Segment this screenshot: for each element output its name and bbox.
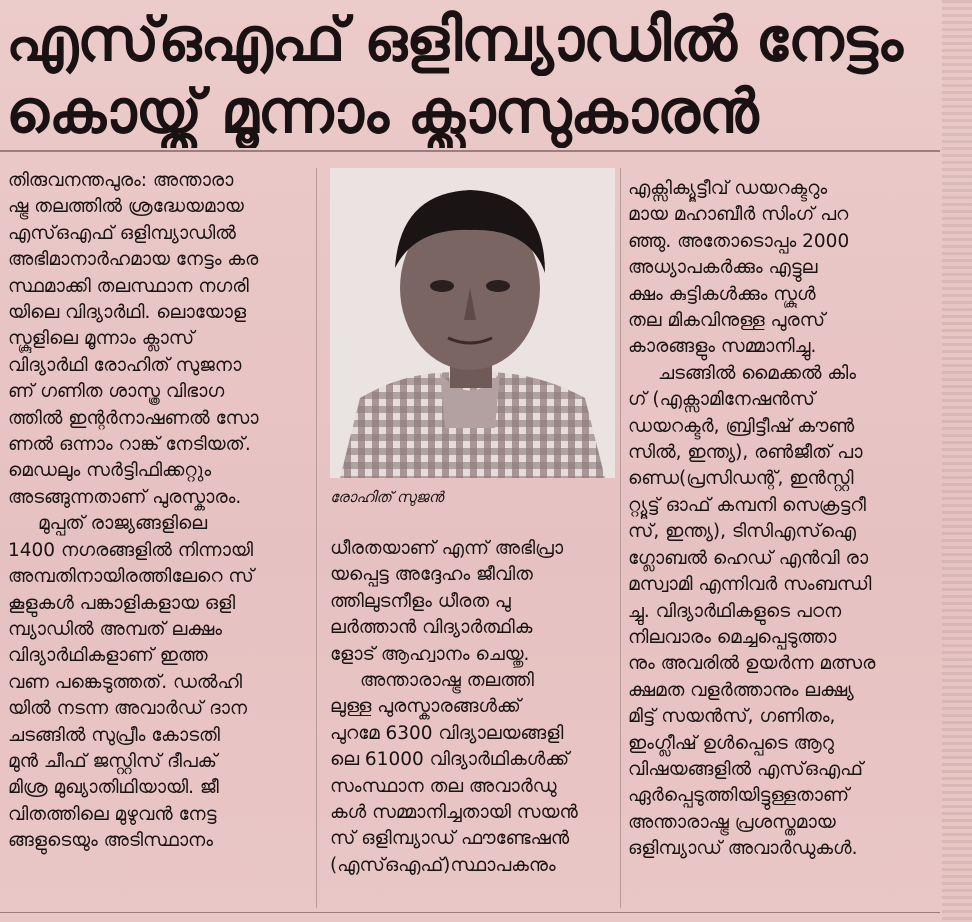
column-divider xyxy=(620,168,621,908)
text-line: എക്സിക്യൂട്ടീവ് ഡയറക്ടറും xyxy=(628,178,828,199)
text-line: എസ്ഒഎഫ് ഒളിമ്പ്യാഡിൽ xyxy=(8,222,236,244)
text-line: കാരങ്ങളും സമ്മാനിച്ചു. xyxy=(628,336,817,358)
text-line: ചടങ്ങിൽ മൈക്കൽ കിം xyxy=(658,362,857,384)
text-line: ഷ്ട്ര തലത്തിൽ ശ്രദ്ധേയമായ xyxy=(8,196,244,218)
text-line: ലുള്ള പുരസ്കാരങ്ങൾക്ക് xyxy=(330,696,521,718)
text-line: ഏർപ്പെടുത്തിയിട്ടുള്ളതാണ് xyxy=(628,785,850,807)
text-line: യിൽ നടന്ന അവാർഡ് ദാന xyxy=(8,698,248,720)
text-line: വിഷയങ്ങളിൽ എസ്ഒഎഫ് xyxy=(628,758,863,780)
text-line: ണൽ ഒന്നാം റാങ്ക് നേടിയത്. xyxy=(8,434,251,456)
text-line: ഒളിമ്പ്യാഡ് അവാർഡുകൾ. xyxy=(628,838,858,860)
article-column-1 xyxy=(8,168,296,855)
text-line: അധ്യാപകർക്കും എട്ടുല xyxy=(628,257,818,279)
text-line: ഗ്ലോബൽ ഹെഡ് എൻവി രാ xyxy=(628,547,869,569)
photo xyxy=(330,168,615,478)
text-line: മിട്ട് സയൻസ്, ഗണിതം, xyxy=(628,706,836,728)
text-line: സ്, ഇന്ത്യ), ടിസിഎസ്ഐ xyxy=(628,521,856,543)
text-line: ലർത്താൻ വിദ്യാർത്ഥിക xyxy=(330,617,533,639)
article-column-3 xyxy=(628,176,938,863)
text-line: ക്ഷം കുട്ടികൾക്കും സ്കൂൾ xyxy=(628,283,816,305)
text-line: ണ് ഗണിത ശാസ്ത്ര വിഭാഗ xyxy=(8,381,225,403)
text-line: തല മികവിനുള്ള പുരസ് xyxy=(628,310,825,332)
text-line: ളോട് ആഹ്വാനം ചെയ്തു. xyxy=(330,643,530,665)
text-line: നും അവരിൽ ഉയർന്ന മത്സര xyxy=(628,653,876,675)
text-line: ണ്ഡെ(പ്രസിഡന്റ്, ഇൻസ്റ്റി xyxy=(628,468,854,490)
headline xyxy=(6,4,936,148)
text-line: റ്റ്യൂട്ട് ഓഫ് കമ്പനി സെക്രട്ടറീ xyxy=(628,494,866,516)
text-line: യപ്പെട്ട അദ്ദേഹം ജീവിത xyxy=(330,564,533,586)
column-divider xyxy=(316,168,317,908)
text-line: ചടങ്ങിൽ സുപ്രീം കോടതി xyxy=(8,724,220,746)
text-line: മിശ്ര മുഖ്യാതിഥിയായി. ജീ xyxy=(8,777,219,799)
text-line: കൂളുകൾ പങ്കാളികളായ ഒളി xyxy=(8,592,236,614)
text-line: വണ പങ്കെടുത്തത്. ഡൽഹി xyxy=(8,671,243,693)
headline-line-2: കൊയ്ത് മൂന്നാം ക്ലാസുകാരൻ xyxy=(6,77,758,147)
text-line: ത്തിലുടനീളം ധീരത പു xyxy=(330,590,511,612)
page-edge xyxy=(942,0,972,922)
text-line: ലെ 61000 വിദ്യാർഥികൾക്ക് xyxy=(330,749,570,771)
text-line: മുൻ ചീഫ് ജസ്റ്റിസ് ദീപക് xyxy=(8,750,217,772)
text-line: വിദ്യാർഥികളാണ് ഇത്ത xyxy=(8,645,208,667)
text-line: ഇംഗ്ലീഷ് ഉൾപ്പെടെ ആറു xyxy=(628,732,834,754)
bottom-divider xyxy=(0,912,940,913)
text-line: ങ്ങളുടെയും അടിസ്ഥാനം xyxy=(8,830,213,852)
text-line: മുപ്പത് രാജ്യങ്ങളിലെ xyxy=(38,513,208,535)
text-line: ഗ് (എക്സാമിനേഷൻസ് xyxy=(628,389,815,411)
text-line: സ് ഒളിമ്പ്യാഡ് ഫൗണ്ടേഷൻ xyxy=(330,828,570,850)
text-line: മായ മഹാബീർ സിംഗ് പറ xyxy=(628,204,849,226)
text-line: അടങ്ങുന്നതാണ് പുരസ്കാരം. xyxy=(8,486,242,508)
text-line: ക്ഷമത വളർത്താനും ലക്ഷ്യ xyxy=(628,679,854,701)
photo-caption: രോഹിത് സുജൻ xyxy=(330,488,444,506)
text-line: സ്കൂളിലെ മൂന്നാം ക്ലാസ് xyxy=(8,328,195,350)
text-line: അഭിമാനാർഹമായ നേട്ടം കര xyxy=(8,249,259,271)
text-line: മെഡലും സർട്ടിഫിക്കറ്റും xyxy=(8,460,212,482)
text-line: ഡയറക്ടർ, ബ്രിട്ടീഷ് കൗൺ xyxy=(628,415,855,437)
text-line: ത്തിൽ ഇന്റർനാഷണൽ സോ xyxy=(8,407,259,429)
text-line: നിലവാരം മെച്ചപ്പെടുത്താ xyxy=(628,626,837,648)
text-line: ച്ചു. വിദ്യാർഥികളുടെ പഠന xyxy=(628,600,842,622)
headline-divider xyxy=(0,150,940,152)
text-line: അമ്പതിനായിരത്തിലേറെ സ് xyxy=(8,566,254,588)
text-line: 1400 നഗരങ്ങളിൽ നിന്നായി xyxy=(8,539,254,561)
text-line: ഞ്ഞു. അതോടൊപ്പം 2000 xyxy=(628,230,850,252)
text-line: സ്ഥമാക്കി തലസ്ഥാന നഗരി xyxy=(8,275,249,297)
text-line: വിദ്യാർഥി രോഹിത് സുജനാ xyxy=(8,354,242,376)
text-line: പുറമേ 6300 വിദ്യാലയങ്ങളി xyxy=(330,722,564,744)
headline-line-1: എസ്ഒഎഫ് ഒളിമ്പ്യാഡിൽ നേട്ടം xyxy=(6,5,902,75)
text-line: സംസ്ഥാന തല അവാർഡു xyxy=(330,775,557,797)
text-line: ധീരതയാണ് എന്ന് അഭിപ്രാ xyxy=(330,538,564,559)
text-line: അന്താരാഷ്ട്ര പ്രശസ്തമായ xyxy=(628,811,836,833)
text-line: യിലെ വിദ്യാർഥി. ലൊയോള xyxy=(8,302,247,324)
boy-portrait-icon xyxy=(330,168,615,478)
text-line: (എസ്ഒഎഫ്)സ്ഥാപകനും xyxy=(330,854,556,876)
text-line: മസ്വാമി എന്നിവർ സംബന്ധി xyxy=(628,574,872,596)
text-line: സിൽ, ഇന്ത്യ), രൺജീത് പാ xyxy=(628,442,863,464)
text-line: വിതത്തിലെ മുഴുവൻ നേട്ട xyxy=(8,803,217,825)
article-column-2 xyxy=(330,536,615,879)
text-line: കൾ സമ്മാനിച്ചതായി സയൻ xyxy=(330,802,578,824)
text-line: അന്താരാഷ്ട്ര തലത്തി xyxy=(360,670,534,692)
text-line: തിരുവനന്തപുരം: അന്താരാ xyxy=(8,170,234,191)
text-line: മ്പ്യാഡിൽ അമ്പത് ലക്ഷം xyxy=(8,618,223,640)
